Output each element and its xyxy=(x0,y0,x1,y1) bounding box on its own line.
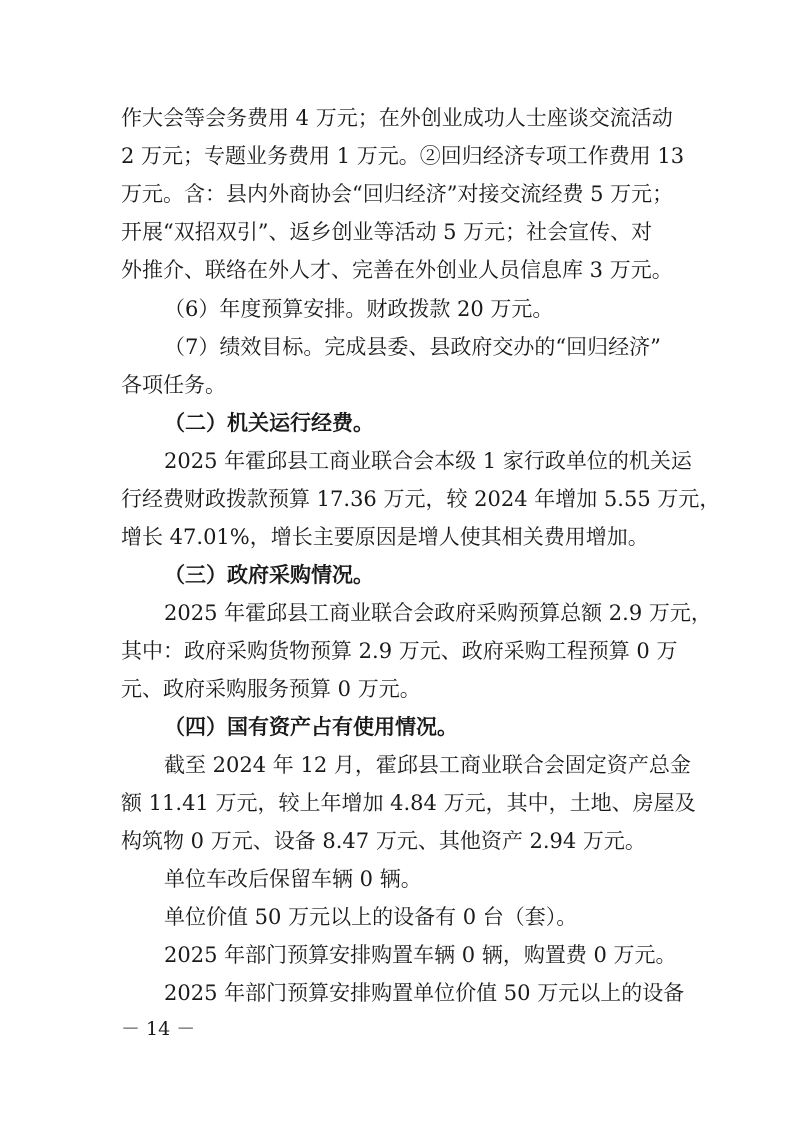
page-number: － 14 － xyxy=(121,1018,196,1040)
performance-target-line: 各项任务。 xyxy=(121,373,226,397)
purchase-equipment-line: 2025 年部门预算安排购置单位价值 50 万元以上的设备 xyxy=(164,981,685,1005)
paragraph-line: 2025 年霍邱县工商业联合会本级 1 家行政单位的机关运 xyxy=(164,449,692,473)
paragraph-line: 构筑物 0 万元、设备 8.47 万元、其他资产 2.94 万元。 xyxy=(121,829,646,853)
section-heading-procurement: （三）政府采购情况。 xyxy=(164,563,374,587)
paragraph-line: 额 11.41 万元，较上年增加 4.84 万元，其中，土地、房屋及 xyxy=(121,791,696,815)
paragraph-line: 外推介、联络在外人才、完善在外创业人员信息库 3 万元。 xyxy=(121,258,673,282)
budget-arrangement-line: （6）年度预算安排。财政拨款 20 万元。 xyxy=(164,297,554,321)
section-heading-operating-expenses: （二）机关运行经费。 xyxy=(164,411,374,435)
paragraph-line: 行经费财政拨款预算 17.36 万元，较 2024 年增加 5.55 万元， xyxy=(121,487,721,511)
equipment-line: 单位价值 50 万元以上的设备有 0 台（套）。 xyxy=(164,905,578,929)
paragraph-line: 截至 2024 年 12 月，霍邱县工商业联合会固定资产总金 xyxy=(164,753,691,777)
paragraph-line: 开展“双招双引”、返乡创业等活动 5 万元；社会宣传、对 xyxy=(121,220,653,244)
paragraph-line: 作大会等会务费用 4 万元；在外创业成功人士座谈交流活动 xyxy=(121,106,673,130)
paragraph-line: 其中：政府采购货物预算 2.9 万元、政府采购工程预算 0 万 xyxy=(121,639,678,663)
vehicles-line: 单位车改后保留车辆 0 辆。 xyxy=(164,867,422,891)
performance-target-line: （7）绩效目标。完成县委、县政府交办的“回归经济” xyxy=(164,335,661,359)
section-heading-state-assets: （四）国有资产占有使用情况。 xyxy=(164,715,458,739)
paragraph-line: 2 万元；专题业务费用 1 万元。②回归经济专项工作费用 13 xyxy=(121,144,685,168)
paragraph-line: 增长 47.01%，增长主要原因是增人使其相关费用增加。 xyxy=(121,525,649,549)
paragraph-line: 万元。含：县内外商协会“回归经济”对接交流经费 5 万元； xyxy=(121,182,674,206)
paragraph-line: 2025 年霍邱县工商业联合会政府采购预算总额 2.9 万元， xyxy=(164,601,712,625)
purchase-vehicles-line: 2025 年部门预算安排购置车辆 0 辆，购置费 0 万元。 xyxy=(164,943,677,967)
paragraph-line: 元、政府采购服务预算 0 万元。 xyxy=(121,677,421,701)
